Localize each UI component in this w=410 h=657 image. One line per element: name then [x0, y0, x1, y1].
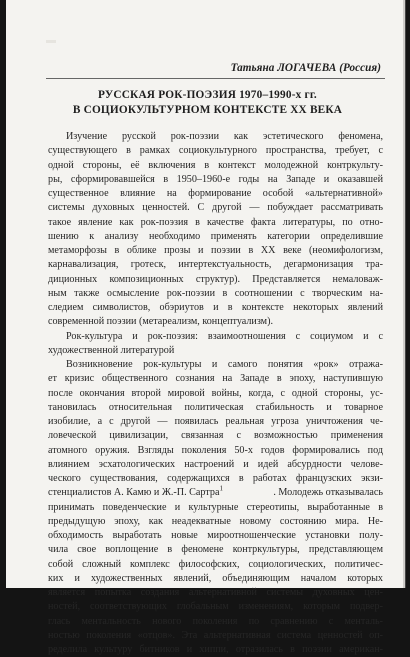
text-line: ры, сформировавшейся в 1950–1960-е годы на Западе и оказавшей	[48, 173, 383, 185]
subheading-line: художественной литературой	[48, 344, 175, 356]
text-line: обходимость выработать новые мироотношенческие установки полу-	[48, 530, 383, 541]
text-line: современной поэзии (метареализм, концептуализм).	[48, 316, 273, 328]
text-line: после окончания второй мировой войны, когда, с одной стороны, ус-	[48, 387, 383, 399]
text-line: Возникновение рок-культуры и самого понятия «рок» отража-	[66, 359, 383, 370]
header-rule	[46, 78, 385, 79]
text-line: влиянием эсхатологических настроений и идей абсурдности челове-	[48, 458, 383, 470]
text-line: шению к анализу необходимо применять категории определившие	[48, 230, 383, 242]
title-line-1: РУССКАЯ РОК-ПОЭЗИЯ 1970–1990-х гг.	[98, 89, 317, 101]
text-line: тановилась относительная политическая стабильность и товарное	[48, 401, 383, 413]
text-line: ет кризис общественного сознания на Западе в эпоху, наступившую	[48, 373, 383, 385]
article-title	[26, 88, 389, 117]
text-line: глась ментальность нового поколения по сравнению с менталь-	[48, 615, 383, 627]
text-line: метаморфозы в облике прозы и поэзии в ХХ веке (неомифологизм,	[48, 245, 383, 256]
text-line: существующего в рамках социокультурного пространства, требует, с	[48, 145, 383, 157]
text-line: системы духовных ценностей. С другой — побуждает рассматривать	[48, 202, 383, 214]
text-line: изобилие, а с другой — появилась реальная угроза уничтожения че-	[48, 416, 383, 427]
document-page	[6, 0, 405, 655]
text-line: ностью поколения «отцов». Эта альтернативная система ценностей оп-	[48, 629, 383, 641]
text-segment	[48, 486, 223, 500]
text-line: чила свое воплощение в феномене контркультуры, представляющем	[48, 544, 383, 556]
text-line: следием символистов, обэриутов и в контексте некоторых явлений	[48, 302, 383, 313]
footnote-marker[interactable]: 1	[219, 484, 223, 493]
text-segment-b: . Молодежь отказывалась	[273, 487, 383, 499]
text-line: принимать поведенческие и культурные стереотипы, выработанные в	[48, 501, 383, 513]
title-line-2: В СОЦИОКУЛЬТУРНОМ КОНТЕКСТЕ ХХ ВЕКА	[72, 103, 343, 116]
text-line: предыдущую эпоху, как неадекватные новому состоянию мира. Не-	[48, 515, 383, 527]
text-line: Изучение русской рок-поэзии как эстетического феномена,	[66, 131, 383, 142]
text-line: ным также осмысление рок-поэзии в соотношении с творческим на-	[48, 287, 383, 299]
text-line: ловеческой цивилизации, связанная с возможностью применения	[48, 430, 383, 442]
article-body	[48, 130, 383, 657]
subheading-line: Рок-культура и рок-поэзия: взаимоотношения с социумом и с	[66, 330, 383, 342]
author-byline: Татьяна ЛОГАЧЕВА (Россия)	[230, 62, 381, 74]
text-line: такое явление как рок-поэзия в качестве факта литературы, по отно-	[48, 216, 383, 228]
text-line: собой сложный комплекс философских, социологических, политичес-	[48, 558, 383, 570]
text-line: диционных композиционных структур). Представляется немаловаж-	[48, 273, 383, 285]
text-line: ких и художественных явлений, объединяющим началом которых	[48, 572, 383, 584]
text-line: существенное влияние на формирование особой «альтернативной»	[48, 188, 383, 199]
text-line: ределила культуру битников и хиппи, отразилась в поэзии американ-	[48, 644, 383, 655]
text-line-with-footnote	[48, 486, 383, 500]
text-line: карнавализация, гротеск, интертекстуальность, дегармонизация тра-	[48, 259, 383, 271]
text-line: атомного оружия. Взгляды поколения 50-х годов формировались под	[48, 444, 383, 456]
text-line: является попытка создания альтернативной системы духовных цен-	[48, 587, 383, 598]
text-line: ностей, соответствующих глобальным изменениям, которым подвер-	[48, 601, 383, 613]
text-line: ческого существования, содержащихся в работах французских экзи-	[48, 473, 383, 484]
page-mark	[46, 40, 56, 43]
text-line: одной стороны, её включения в контекст молодежной контркульту-	[48, 159, 383, 171]
text-segment-a: стенциалистов А. Камю и Ж.-П. Сартра	[48, 487, 220, 499]
